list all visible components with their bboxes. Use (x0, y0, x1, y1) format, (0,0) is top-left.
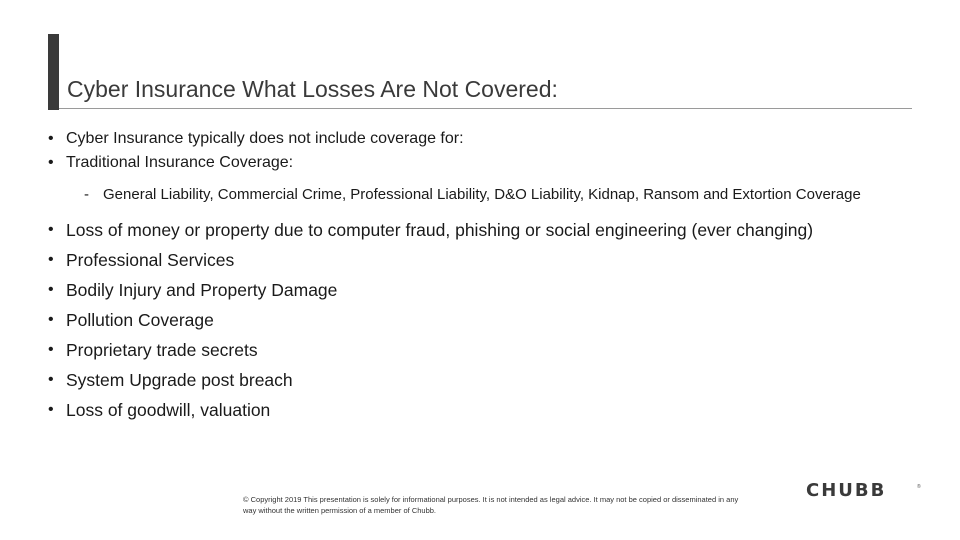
bullet-icon: • (48, 154, 54, 171)
sub-list-item (48, 184, 878, 205)
bullet-icon: • (48, 221, 54, 238)
list-item (48, 248, 878, 272)
sub-bullet-text: General Liability, Commercial Crime, Professional Liability, D&O Liability, Kidnap, Ransom and Extortion Coverage (103, 186, 861, 203)
list-item (48, 368, 878, 392)
bullet-text: Loss of goodwill, valuation (66, 400, 271, 420)
list-item (48, 278, 878, 302)
list-item (48, 398, 878, 422)
list-item (48, 308, 878, 332)
bullet-text: Cyber Insurance typically does not include coverage for: (66, 130, 464, 147)
list-item (48, 338, 878, 362)
bullet-icon: • (48, 251, 54, 268)
dash-icon: - (84, 186, 89, 203)
bullet-text: Bodily Injury and Property Damage (66, 280, 338, 300)
bullet-list (48, 127, 878, 428)
bullet-icon: • (48, 130, 54, 147)
list-item (48, 127, 878, 151)
sub-bullet-list (48, 184, 878, 205)
bullet-text: Proprietary trade secrets (66, 340, 258, 360)
sub-list-container (48, 184, 878, 205)
bullet-icon: • (48, 371, 54, 388)
title-accent-bar (48, 34, 59, 110)
bullet-text: Pollution Coverage (66, 310, 214, 330)
bullet-icon: • (48, 281, 54, 298)
slide-title: Cyber Insurance What Losses Are Not Covered: (67, 76, 558, 102)
bullet-text: System Upgrade post breach (66, 370, 293, 390)
bullet-text: Professional Services (66, 250, 235, 270)
bullet-text: Traditional Insurance Coverage: (66, 154, 294, 171)
registered-mark-icon: ® (917, 484, 921, 490)
copyright-notice: © Copyright 2019 This presentation is solely for informational purposes. It is not intended as legal advice. It may not be copied or disseminated in any way without the written permission of a member of Chubb. (243, 495, 739, 515)
list-item (48, 218, 878, 242)
bullet-icon: • (48, 311, 54, 328)
bullet-icon: • (48, 341, 54, 358)
bullet-text: Loss of money or property due to computer fraud, phishing or social engineering (ever changing) (66, 220, 814, 240)
title-divider (59, 108, 912, 109)
chubb-logo: CHUBB (806, 480, 887, 501)
bullet-icon: • (48, 401, 54, 418)
list-item (48, 151, 878, 175)
